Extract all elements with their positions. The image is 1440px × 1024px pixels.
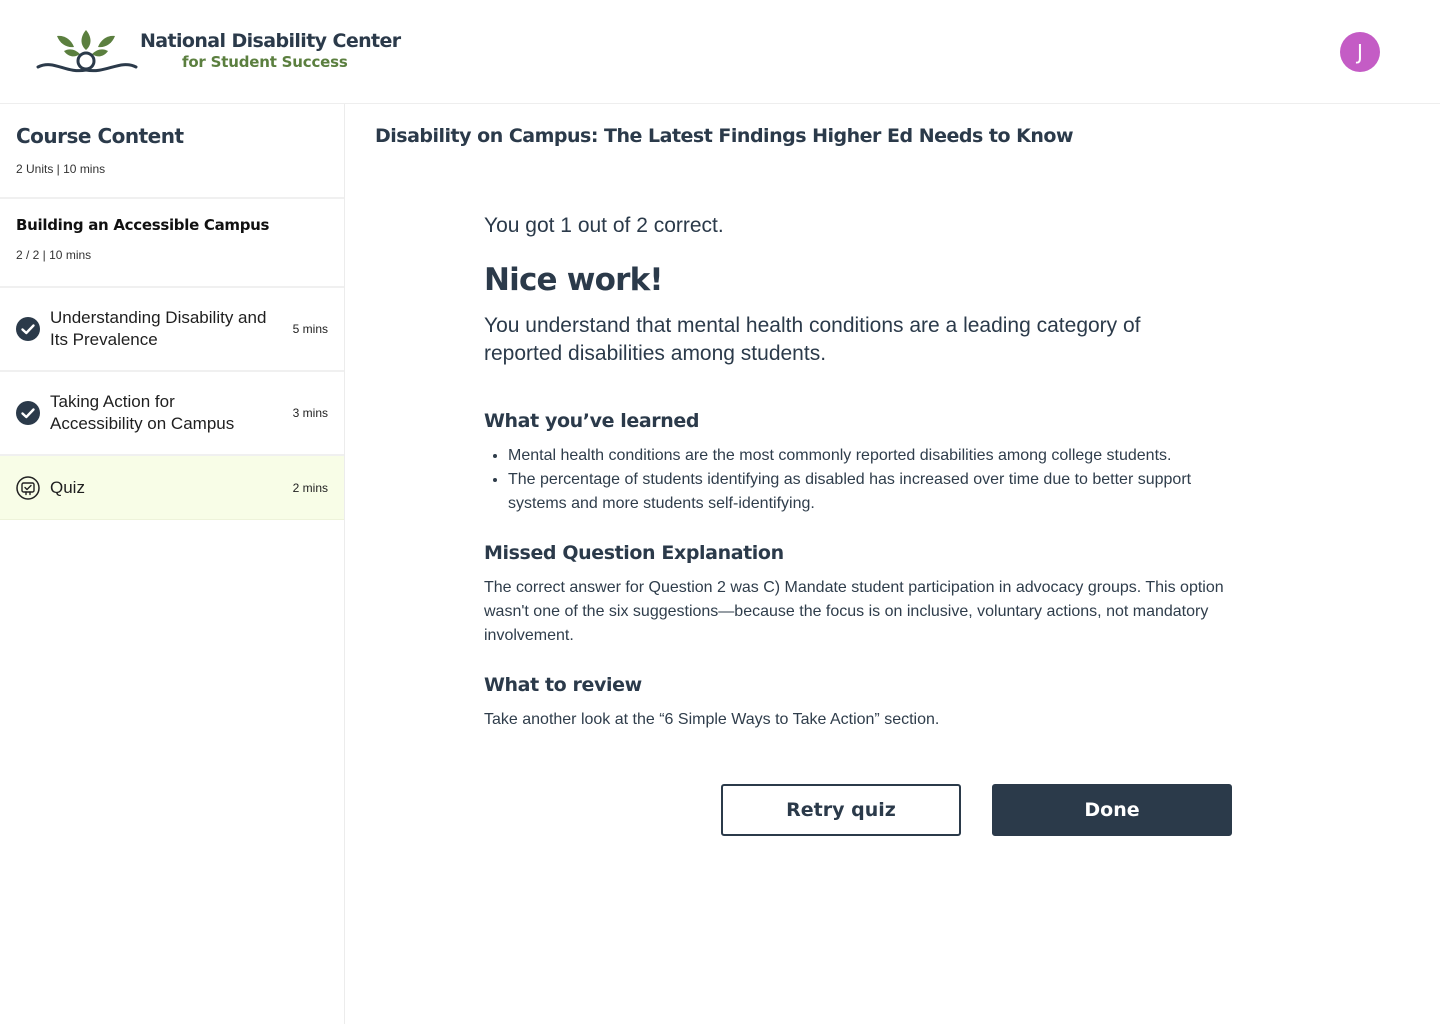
missed-question-text: The correct answer for Question 2 was C) Mandate student participation in advocacy groups. This option wasn't one of the six suggestions—because the focus is on inclusive, voluntary actions, not mandatory involvement. [484,579,1224,644]
quiz-icon [16,476,40,500]
review-section-title: What to review [484,674,642,696]
lesson-name: Taking Action for Accessibility on Campus [50,392,235,433]
learned-list [484,444,1244,516]
lesson-item-taking-action[interactable] [0,372,344,456]
lesson-item-understanding-disability[interactable] [0,288,344,372]
unit-title: Building an Accessible Campus [16,216,270,234]
quiz-score: You got 1 out of 2 correct. [484,214,724,237]
lesson-duration: 5 mins [292,322,328,336]
course-content-title: Course Content [16,124,184,148]
lesson-duration: 3 mins [292,406,328,420]
learned-item: • The percentage of students identifying as disabled has increased over time due to better support systems and more students self-identifying. [508,468,1244,516]
lesson-item-quiz[interactable] [0,456,344,520]
check-circle-icon [16,317,40,341]
learned-section-title: What you’ve learned [484,410,700,432]
lesson-duration: 2 mins [292,481,328,495]
check-circle-icon [16,401,40,425]
lesson-name: Quiz [50,478,85,497]
missed-question-title: Missed Question Explanation [484,542,784,564]
learned-item: • Mental health conditions are the most commonly reported disabilities among college students. [508,444,1244,468]
course-content-meta: 2 Units | 10 mins [16,162,106,176]
unit-header[interactable] [0,199,344,288]
retry-quiz-button[interactable]: Retry quiz [721,784,961,836]
main-content [345,104,1440,1024]
logo-title: National Disability Center [140,30,401,52]
course-title: Disability on Campus: The Latest Findings Higher Ed Needs to Know [375,125,1074,147]
quiz-results [484,214,1244,732]
user-avatar[interactable]: J [1340,32,1380,72]
course-content-header [0,104,344,199]
done-button[interactable]: Done [992,784,1232,836]
review-text: Take another look at the “6 Simple Ways to Take Action” section. [484,711,940,728]
logo-mark-icon [36,26,140,78]
lesson-name: Understanding Disability and Its Prevalence [50,308,267,349]
result-headline: Nice work! [484,262,663,298]
site-logo[interactable] [36,26,401,78]
top-header [0,0,1440,104]
unit-meta: 2 / 2 | 10 mins [16,248,92,262]
result-summary: You understand that mental health conditions are a leading category of reported disabilities among students. [484,314,1141,365]
logo-subtitle: for Student Success [182,53,348,71]
course-sidebar [0,104,345,1024]
